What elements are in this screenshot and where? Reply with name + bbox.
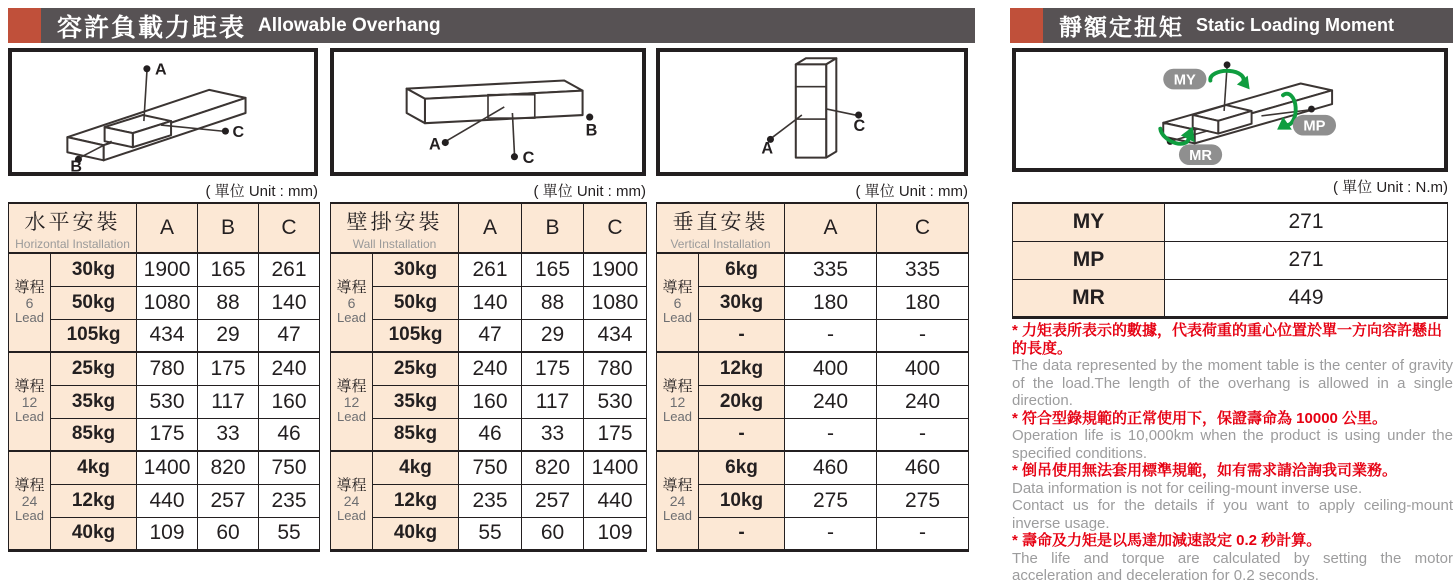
- table-row: [9, 517, 320, 550]
- value-cell: 400: [785, 352, 877, 385]
- value-cell: -: [785, 418, 877, 451]
- table-title-en: Vertical Installation: [670, 236, 771, 251]
- value-cell: 175: [198, 352, 259, 385]
- load-cell: -: [699, 517, 785, 550]
- column-header-b: B: [522, 203, 584, 253]
- value-cell: 117: [522, 385, 584, 418]
- header-title-en: Allowable Overhang: [258, 14, 441, 36]
- moment-value-my: 271: [1165, 203, 1448, 241]
- lead-zh: 導程: [336, 279, 367, 297]
- load-cell: 105kg: [51, 319, 137, 352]
- table-row: [657, 484, 969, 517]
- load-cell: 20kg: [699, 385, 785, 418]
- value-cell: 165: [198, 253, 259, 286]
- table-row: [331, 319, 647, 352]
- load-cell: 85kg: [373, 418, 459, 451]
- value-cell: 780: [137, 352, 198, 385]
- lead-num: 24: [343, 492, 360, 509]
- value-cell: 175: [522, 352, 584, 385]
- load-cell: 6kg: [699, 451, 785, 484]
- value-cell: 1900: [584, 253, 647, 286]
- section-header-static-loading-moment: [1010, 8, 1453, 43]
- table-title-zh: 壁掛安裝: [346, 210, 443, 234]
- point-b-label: B: [70, 157, 83, 172]
- lead-12-group: [331, 352, 647, 451]
- lead-24-group: [657, 451, 969, 550]
- lead-24-group: [9, 451, 320, 550]
- value-cell: 88: [198, 286, 259, 319]
- vertical-rail-drawing: [660, 52, 964, 172]
- lead-num: 6: [347, 295, 356, 312]
- load-cell: -: [699, 319, 785, 352]
- value-cell: 47: [459, 319, 522, 352]
- lead-num: 6: [673, 295, 682, 312]
- load-cell: 10kg: [699, 484, 785, 517]
- lead-num: 12: [669, 394, 686, 411]
- table-row: [331, 286, 647, 319]
- table-row: [331, 352, 647, 385]
- unit-caption-mm: ( 單位 Unit : mm): [533, 183, 646, 200]
- value-cell: 180: [785, 286, 877, 319]
- vertical-installation-table: [656, 202, 969, 552]
- lead-6-group: [657, 253, 969, 352]
- value-cell: -: [785, 517, 877, 550]
- table-title-cell: [657, 203, 785, 253]
- footnote-en: The data represented by the moment table is the center of gravity of the load.The length of the overhang is allowed in a single direction.: [1012, 357, 1453, 409]
- value-cell: 60: [522, 517, 584, 550]
- footnote-zh: * 壽命及力矩是以馬達加減速設定 0.2 秒計算。: [1012, 532, 1322, 549]
- footnote-en: Data information is not for ceiling-mount inverse use.: [1012, 479, 1363, 497]
- lead-6-group: [331, 253, 647, 352]
- moment-value-mp: 271: [1165, 241, 1448, 279]
- value-cell: 165: [522, 253, 584, 286]
- load-cell: 25kg: [373, 352, 459, 385]
- lead-zh: 導程: [14, 378, 45, 396]
- lead-en: Lead: [15, 507, 44, 523]
- load-cell: 85kg: [51, 418, 137, 451]
- table-row: [9, 253, 320, 286]
- value-cell: 46: [459, 418, 522, 451]
- lead-zh: 導程: [336, 477, 367, 495]
- value-cell: 434: [137, 319, 198, 352]
- horizontal-installation-table: [8, 202, 320, 552]
- my-badge: MY: [1173, 72, 1196, 89]
- lead-zh: 導程: [662, 279, 693, 297]
- load-cell: 12kg: [699, 352, 785, 385]
- footnote-en: The life and torque are calculated by setting the motor acceleration and deceleration for 0.2 seconds.: [1012, 549, 1453, 584]
- value-cell: 160: [259, 385, 320, 418]
- value-cell: 88: [522, 286, 584, 319]
- value-cell: -: [877, 418, 969, 451]
- value-cell: 235: [459, 484, 522, 517]
- value-cell: 460: [785, 451, 877, 484]
- lead-en: Lead: [15, 408, 44, 424]
- value-cell: 275: [785, 484, 877, 517]
- value-cell: 47: [259, 319, 320, 352]
- value-cell: 235: [259, 484, 320, 517]
- horizontal-installation-diagram: [8, 48, 318, 176]
- table-row: [9, 451, 320, 484]
- value-cell: 109: [584, 517, 647, 550]
- value-cell: 160: [459, 385, 522, 418]
- load-cell: 105kg: [373, 319, 459, 352]
- lead-en: Lead: [337, 309, 366, 325]
- column-header-a: A: [137, 203, 198, 253]
- value-cell: 1400: [137, 451, 198, 484]
- moment-value-mr: 449: [1165, 279, 1448, 317]
- table-row: [9, 385, 320, 418]
- value-cell: 33: [522, 418, 584, 451]
- point-a-label: A: [429, 135, 441, 154]
- lead-cell: [331, 253, 373, 352]
- value-cell: 530: [584, 385, 647, 418]
- table-row: [9, 319, 320, 352]
- point-a-label: A: [154, 60, 167, 79]
- table-title-en: Horizontal Installation: [15, 236, 130, 251]
- lead-cell: [9, 253, 51, 352]
- value-cell: 55: [459, 517, 522, 550]
- table-row: [9, 286, 320, 319]
- lead-cell: [657, 451, 699, 550]
- lead-12-group: [657, 352, 969, 451]
- footnote-zh: * 力矩表所表示的數據，代表荷重的重心位置於單一方向容許懸出的長度。: [1012, 322, 1443, 357]
- value-cell: 175: [584, 418, 647, 451]
- value-cell: 1080: [137, 286, 198, 319]
- lead-12-group: [9, 352, 320, 451]
- column-header-c: C: [259, 203, 320, 253]
- value-cell: -: [877, 319, 969, 352]
- lead-num: 12: [21, 394, 38, 411]
- unit-caption-mm: ( 單位 Unit : mm): [855, 183, 968, 200]
- value-cell: 180: [877, 286, 969, 319]
- column-header-b: B: [198, 203, 259, 253]
- table-row: [331, 253, 647, 286]
- table-row: [9, 418, 320, 451]
- static-loading-moment-table: [1012, 202, 1448, 319]
- wall-rail-drawing: [334, 52, 642, 172]
- footnote-en: Contact us for the details if you want to apply ceiling-mount inverse usage.: [1012, 497, 1453, 532]
- lead-cell: [331, 451, 373, 550]
- lead-en: Lead: [337, 507, 366, 523]
- value-cell: -: [785, 319, 877, 352]
- value-cell: 29: [522, 319, 584, 352]
- value-cell: 55: [259, 517, 320, 550]
- point-b-label: B: [585, 121, 598, 140]
- lead-en: Lead: [15, 309, 44, 325]
- unit-caption-mm: ( 單位 Unit : mm): [205, 183, 318, 200]
- table-row: [331, 484, 647, 517]
- accent-square: [1010, 8, 1043, 43]
- table-row: [9, 484, 320, 517]
- value-cell: 750: [459, 451, 522, 484]
- moment-label-my: MY: [1013, 203, 1165, 241]
- accent-square: [8, 8, 41, 43]
- value-cell: 275: [877, 484, 969, 517]
- table-row: [657, 319, 969, 352]
- load-cell: 4kg: [373, 451, 459, 484]
- lead-en: Lead: [663, 309, 692, 325]
- value-cell: 750: [259, 451, 320, 484]
- value-cell: 434: [584, 319, 647, 352]
- load-cell: 12kg: [51, 484, 137, 517]
- column-header-c: C: [584, 203, 647, 253]
- value-cell: 400: [877, 352, 969, 385]
- mp-badge: MP: [1303, 118, 1326, 135]
- load-cell: 12kg: [373, 484, 459, 517]
- section-header-allowable-overhang: [8, 8, 975, 43]
- value-cell: 780: [584, 352, 647, 385]
- load-cell: 50kg: [373, 286, 459, 319]
- lead-6-group: [9, 253, 320, 352]
- lead-cell: [657, 352, 699, 451]
- value-cell: 261: [259, 253, 320, 286]
- table-title-cell: [331, 203, 459, 253]
- value-cell: 1400: [584, 451, 647, 484]
- load-cell: 50kg: [51, 286, 137, 319]
- footnotes: [1012, 322, 1453, 585]
- load-cell: 6kg: [699, 253, 785, 286]
- point-c-label: C: [522, 148, 535, 167]
- lead-cell: [9, 352, 51, 451]
- table-title-cell: [9, 203, 137, 253]
- table-row: [9, 352, 320, 385]
- lead-num: 12: [343, 394, 360, 411]
- value-cell: 820: [522, 451, 584, 484]
- value-cell: 46: [259, 418, 320, 451]
- table-row: [657, 385, 969, 418]
- moment-axes-drawing: [1016, 52, 1444, 168]
- column-header-a: A: [785, 203, 877, 253]
- lead-en: Lead: [663, 507, 692, 523]
- point-c-label: C: [853, 117, 866, 136]
- value-cell: 117: [198, 385, 259, 418]
- lead-en: Lead: [337, 408, 366, 424]
- table-row: [657, 253, 969, 286]
- lead-num: 6: [25, 295, 34, 312]
- load-cell: 35kg: [51, 385, 137, 418]
- load-cell: 30kg: [51, 253, 137, 286]
- value-cell: 33: [198, 418, 259, 451]
- lead-cell: [9, 451, 51, 550]
- load-cell: -: [699, 418, 785, 451]
- lead-zh: 導程: [336, 378, 367, 396]
- footnote-en: Operation life is 10,000km when the product is using under the specified conditions.: [1012, 427, 1453, 462]
- lead-num: 24: [669, 492, 686, 509]
- value-cell: 440: [584, 484, 647, 517]
- value-cell: 261: [459, 253, 522, 286]
- load-cell: 30kg: [373, 253, 459, 286]
- point-c-label: C: [232, 123, 245, 142]
- load-cell: 25kg: [51, 352, 137, 385]
- table-row: [331, 385, 647, 418]
- lead-zh: 導程: [662, 477, 693, 495]
- footnote-zh: * 符合型錄規範的正常使用下，保證壽命為 10000 公里。: [1012, 409, 1388, 427]
- load-cell: 4kg: [51, 451, 137, 484]
- load-cell: 35kg: [373, 385, 459, 418]
- wall-installation-table: [330, 202, 647, 552]
- value-cell: 29: [198, 319, 259, 352]
- lead-zh: 導程: [14, 477, 45, 495]
- footnote-zh: * 倒吊使用無法套用標準規範，如有需求請洽詢我司業務。: [1012, 462, 1398, 479]
- table-row: [331, 517, 647, 550]
- value-cell: 1900: [137, 253, 198, 286]
- value-cell: 60: [198, 517, 259, 550]
- value-cell: 335: [785, 253, 877, 286]
- value-cell: 240: [459, 352, 522, 385]
- value-cell: 240: [259, 352, 320, 385]
- column-header-a: A: [459, 203, 522, 253]
- header-title-en: Static Loading Moment: [1196, 15, 1394, 35]
- header-title-zh: 靜額定扭矩: [1059, 14, 1184, 40]
- lead-cell: [331, 352, 373, 451]
- column-header-c: C: [877, 203, 969, 253]
- value-cell: 257: [198, 484, 259, 517]
- lead-en: Lead: [663, 408, 692, 424]
- value-cell: 240: [785, 385, 877, 418]
- table-title-en: Wall Installation: [352, 236, 437, 251]
- load-cell: 30kg: [699, 286, 785, 319]
- lead-cell: [657, 253, 699, 352]
- table-row: [657, 352, 969, 385]
- value-cell: 175: [137, 418, 198, 451]
- lead-num: 24: [21, 492, 38, 509]
- header-bar: [1043, 8, 1453, 43]
- header-bar: [41, 8, 975, 43]
- header-title-zh: 容許負載力距表: [57, 13, 247, 42]
- table-row: [657, 286, 969, 319]
- value-cell: 257: [522, 484, 584, 517]
- value-cell: 530: [137, 385, 198, 418]
- load-cell: 40kg: [51, 517, 137, 550]
- table-row: [331, 418, 647, 451]
- value-cell: 240: [877, 385, 969, 418]
- table-row: [1013, 279, 1448, 317]
- table-row: [657, 451, 969, 484]
- value-cell: 140: [459, 286, 522, 319]
- mr-badge: MR: [1189, 148, 1212, 165]
- table-title-zh: 垂直安裝: [672, 210, 769, 234]
- value-cell: 440: [137, 484, 198, 517]
- static-loading-moment-diagram: [1012, 48, 1448, 172]
- vertical-installation-diagram: [656, 48, 968, 176]
- value-cell: 140: [259, 286, 320, 319]
- table-row: [657, 517, 969, 550]
- table-title-zh: 水平安裝: [24, 210, 121, 234]
- value-cell: 109: [137, 517, 198, 550]
- value-cell: 460: [877, 451, 969, 484]
- load-cell: 40kg: [373, 517, 459, 550]
- table-row: [331, 451, 647, 484]
- lead-24-group: [331, 451, 647, 550]
- lead-zh: 導程: [662, 378, 693, 396]
- table-row: [1013, 241, 1448, 279]
- value-cell: 820: [198, 451, 259, 484]
- point-a-label: A: [761, 139, 774, 158]
- horizontal-rail-drawing: [12, 52, 314, 172]
- value-cell: 335: [877, 253, 969, 286]
- table-row: [657, 418, 969, 451]
- moment-label-mr: MR: [1013, 279, 1165, 317]
- unit-caption-nm: ( 單位 Unit : N.m): [1333, 179, 1448, 196]
- value-cell: 1080: [584, 286, 647, 319]
- moment-label-mp: MP: [1013, 241, 1165, 279]
- lead-zh: 導程: [14, 279, 45, 297]
- value-cell: -: [877, 517, 969, 550]
- table-row: [1013, 203, 1448, 241]
- wall-installation-diagram: [330, 48, 646, 176]
